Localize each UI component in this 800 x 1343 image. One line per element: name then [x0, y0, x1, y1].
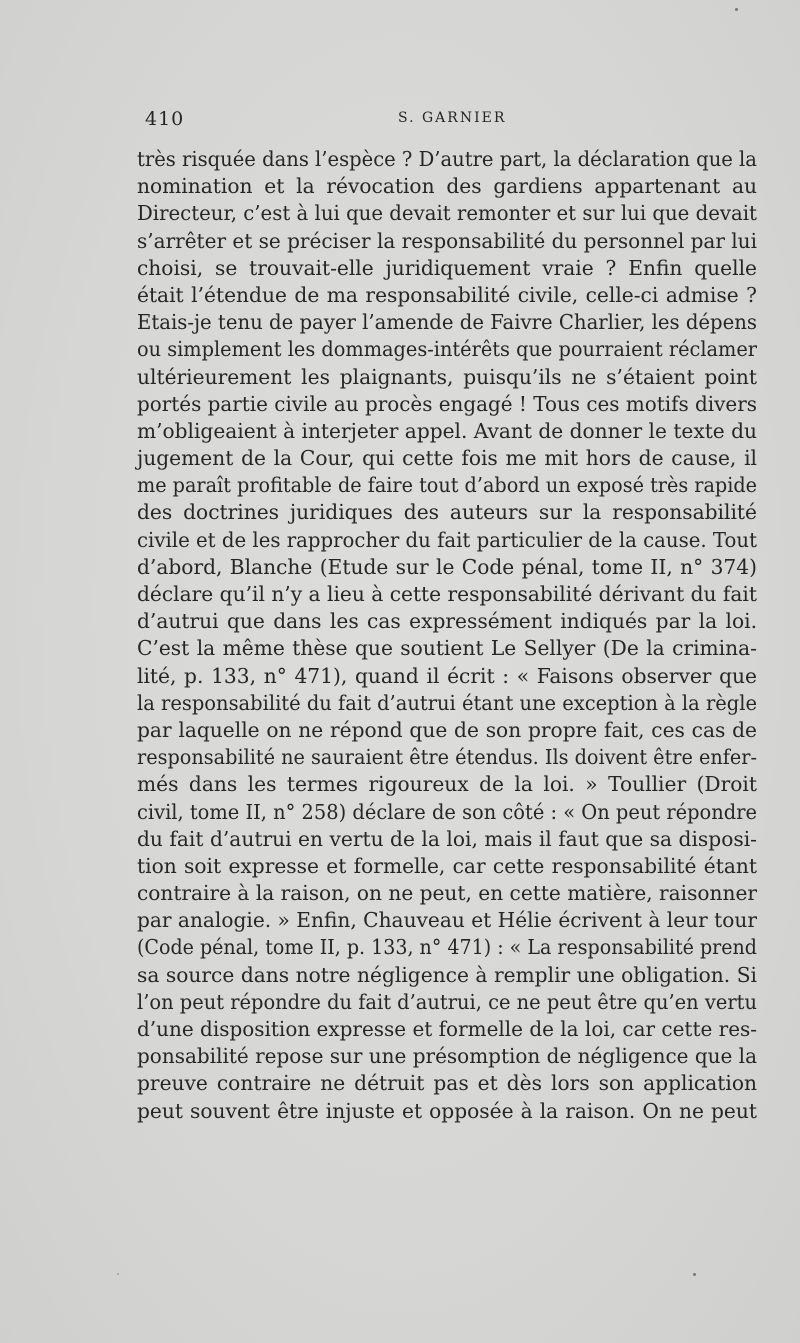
text-line: était l’étendue de ma responsabilité civile, celle-ci admise ?: [137, 282, 757, 307]
text-line: lité, p. 133, n° 471), quand il écrit : « Faisons observer que: [137, 663, 757, 688]
text-line: par laquelle on ne répond que de son propre fait, ces cas de: [137, 717, 757, 742]
text-line: choisi, se trouvait-elle juridiquement vraie ? Enfin quelle: [137, 255, 757, 280]
text-line: ultérieurement les plaignants, puisqu’ils ne s’étaient point: [137, 364, 757, 389]
text-line: nomination et la révocation des gardiens appartenant au: [137, 174, 757, 199]
text-line: (Code pénal, tome II, p. 133, n° 471) : « La responsabilité prend: [137, 935, 757, 960]
text-line: par analogie. » Enfin, Chauveau et Hélie écrivent à leur tour: [137, 908, 757, 933]
text-line: me paraît profitable de faire tout d’abord un exposé très rapide: [137, 473, 758, 498]
text-line: Etais-je tenu de payer l’amende de Faivre Charlier, les dépens: [137, 310, 758, 335]
text-line: tion soit expresse et formelle, car cette responsabilité étant: [137, 853, 757, 878]
paper-speck: [117, 1273, 119, 1275]
text-line: preuve contraire ne détruit pas et dès lors son application: [137, 1071, 757, 1096]
text-line: ponsabilité repose sur une présomption de négligence que la: [137, 1044, 758, 1069]
page-number: 410: [145, 108, 185, 130]
text-line: d’autrui que dans les cas expressément indiqués par la loi.: [137, 609, 757, 634]
text-line: contraire à la raison, on ne peut, en cette matière, raisonner: [137, 881, 758, 906]
text-line: la responsabilité du fait d’autrui étant une exception à la règle: [137, 690, 758, 715]
text-line: ou simplement les dommages-intérêts que pourraient réclamer: [137, 337, 758, 362]
text-line: du fait d’autrui en vertu de la loi, mais il faut que sa disposi-: [137, 826, 757, 851]
text-line: déclare qu’il n’y a lieu à cette responsabilité dérivant du fait: [137, 582, 758, 606]
text-line: més dans les termes rigoureux de la loi. » Toullier (Droit: [137, 772, 757, 797]
text-line: d’une disposition expresse et formelle de la loi, car cette res-: [137, 1017, 758, 1041]
text-line: civil, tome II, n° 258) déclare de son côté : « On peut répondre: [137, 799, 757, 824]
text-line: portés partie civile au procès engagé ! Tous ces motifs divers: [137, 391, 757, 416]
text-line: peut souvent être injuste et opposée à la raison. On ne peut: [137, 1098, 757, 1123]
paper-speck: [693, 1273, 696, 1276]
text-line: Directeur, c’est à lui que devait remonter et sur lui que devait: [137, 201, 757, 226]
paper-speck: [735, 8, 738, 11]
text-line: civile et de les rapprocher du fait particulier de la cause. Tout: [137, 527, 758, 552]
text-line: d’abord, Blanche (Etude sur le Code pénal, tome II, n° 374): [137, 554, 757, 579]
text-line: l’on peut répondre du fait d’autrui, ce ne peut être qu’en vertu: [137, 989, 757, 1014]
text-line: s’arrêter et se préciser la responsabilité du personnel par lui: [137, 228, 757, 253]
running-head: [140, 108, 758, 132]
text-line: des doctrines juridiques des auteurs sur la responsabilité: [137, 500, 757, 525]
body-text: [137, 146, 757, 1125]
text-line: très risquée dans l’espèce ? D’autre part, la déclaration que la: [137, 147, 757, 171]
text-line: sa source dans notre négligence à remplir une obligation. Si: [137, 962, 757, 987]
text-line: jugement de la Cour, qui cette fois me mit hors de cause, il: [137, 446, 757, 471]
text-line: m’obligeaient à interjeter appel. Avant de donner le texte du: [137, 418, 758, 443]
text-line: responsabilité ne sauraient être étendus. Ils doivent être enfer-: [137, 745, 758, 770]
running-title: S. GARNIER: [398, 110, 507, 126]
text-line: C’est la même thèse que soutient Le Sellyer (De la crimina-: [137, 636, 757, 661]
